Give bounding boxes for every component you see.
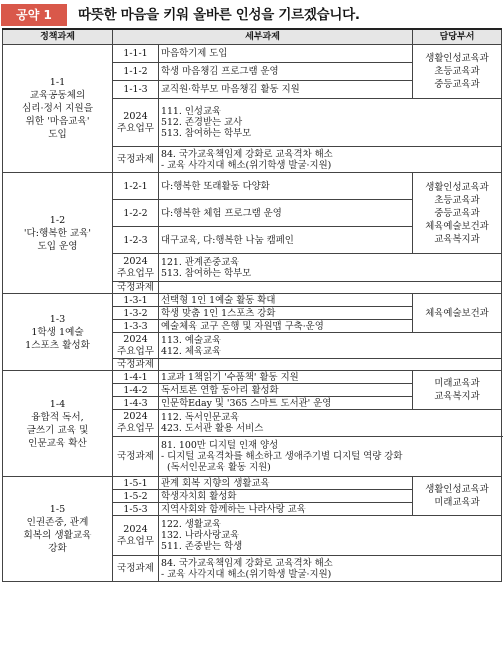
business-label: 2024 주요업무 bbox=[113, 333, 159, 359]
pledge-badge: 공약 1 bbox=[1, 4, 67, 26]
dept-cell: 생활인성교육과 초등교육과 중등교육과 체육예술보건과 교육복지과 bbox=[413, 173, 502, 254]
national-cell bbox=[159, 282, 502, 294]
business-cell: 121. 관계존중교육 513. 참여하는 학부모 bbox=[159, 254, 502, 282]
business-cell: 111. 인성교육 512. 존경받는 교사 513. 참여하는 학부모 bbox=[159, 99, 502, 147]
national-label: 국정과제 bbox=[113, 147, 159, 173]
task-code: 1-3-3 bbox=[113, 320, 159, 333]
task-code: 1-5-3 bbox=[113, 503, 159, 516]
task-code: 1-2-1 bbox=[113, 173, 159, 200]
table-row bbox=[3, 294, 502, 307]
task-text: 교직원·학부모 마음챙김 활동 지원 bbox=[159, 81, 413, 99]
business-cell: 113. 예술교육 412. 체육교육 bbox=[159, 333, 502, 359]
task-text: 마음학기제 도입 bbox=[159, 45, 413, 63]
header-policy: 정책과제 bbox=[3, 29, 113, 45]
business-label: 2024 주요업무 bbox=[113, 410, 159, 437]
policy-table bbox=[2, 28, 502, 582]
national-label: 국정과제 bbox=[113, 282, 159, 294]
task-code: 1-2-2 bbox=[113, 200, 159, 227]
task-text: 관계 회복 지향의 생활교육 bbox=[159, 477, 413, 490]
table-header-row bbox=[3, 29, 502, 45]
dept-cell: 생활인성교육과 초등교육과 중등교육과 bbox=[413, 45, 502, 99]
dept-cell: 생활인성교육과 미래교육과 bbox=[413, 477, 502, 516]
task-code: 1-4-3 bbox=[113, 397, 159, 410]
policy-cell: 1-1 교육공동체의 심리·정서 지원을 위한 '마음교육' 도입 bbox=[3, 45, 113, 173]
header-detail: 세부과제 bbox=[113, 29, 413, 45]
task-text: 선택형 1인 1예술 활동 확대 bbox=[159, 294, 413, 307]
task-code: 1-5-2 bbox=[113, 490, 159, 503]
task-text: 학생자치회 활성화 bbox=[159, 490, 413, 503]
task-code: 1-5-1 bbox=[113, 477, 159, 490]
business-label: 2024 주요업무 bbox=[113, 516, 159, 556]
business-label: 2024 주요업무 bbox=[113, 254, 159, 282]
business-cell: 122. 생활교육 132. 나라사랑교육 511. 존중받는 학생 bbox=[159, 516, 502, 556]
header bbox=[0, 0, 503, 28]
business-cell: 112. 독서인문교육 423. 도서관 활용 서비스 bbox=[159, 410, 502, 437]
policy-cell: 1-4 융합적 독서, 글쓰기 교육 및 인문교육 확산 bbox=[3, 371, 113, 477]
national-label: 국정과제 bbox=[113, 556, 159, 582]
business-label: 2024 주요업무 bbox=[113, 99, 159, 147]
task-text: 학생 마음챙김 프로그램 운영 bbox=[159, 63, 413, 81]
task-text: 다:행복한 또래활동 다양화 bbox=[159, 173, 413, 200]
task-text: 학생 맞춤 1인 1스포츠 강화 bbox=[159, 307, 413, 320]
task-code: 1-3-2 bbox=[113, 307, 159, 320]
task-text: 인문학Eday 및 '365 스마트 도서관' 운영 bbox=[159, 397, 413, 410]
task-text: 1교과 1책읽기 '수품책' 활동 지원 bbox=[159, 371, 413, 384]
policy-cell: 1-5 인권존중, 관계 회복의 생활교육 강화 bbox=[3, 477, 113, 582]
task-code: 1-2-3 bbox=[113, 227, 159, 254]
page-title: 따뜻한 마음을 키워 올바른 인성을 기르겠습니다. bbox=[78, 7, 360, 23]
dept-cell: 미래교육과 교육복지과 bbox=[413, 371, 502, 410]
policy-cell: 1-2 '다:행복한 교육' 도입 운영 bbox=[3, 173, 113, 294]
task-code: 1-4-1 bbox=[113, 371, 159, 384]
policy-cell: 1-3 1학생 1예술 1스포츠 활성화 bbox=[3, 294, 113, 371]
task-code: 1-3-1 bbox=[113, 294, 159, 307]
header-dept: 담당부서 bbox=[413, 29, 502, 45]
task-code: 1-1-1 bbox=[113, 45, 159, 63]
task-code: 1-1-3 bbox=[113, 81, 159, 99]
national-label: 국정과제 bbox=[113, 437, 159, 477]
national-label: 국정과제 bbox=[113, 359, 159, 371]
task-text: 대구교육, 다:행복한 나눔 캠페인 bbox=[159, 227, 413, 254]
table-row bbox=[3, 45, 502, 63]
national-cell bbox=[159, 359, 502, 371]
national-cell: 84. 국가교육책임제 강화로 교육격차 해소 - 교육 사각지대 해소(위기학생 발굴·지원) bbox=[159, 556, 502, 582]
task-code: 1-4-2 bbox=[113, 384, 159, 397]
task-text: 예술체육 교구 은행 및 자원맵 구축·운영 bbox=[159, 320, 413, 333]
table-row bbox=[3, 173, 502, 200]
national-cell: 81. 100만 디지털 인재 양성 - 디지털 교육격차를 해소하고 생애주기별 디지털 역량 강화 (독서인문교육 활동 지원) bbox=[159, 437, 502, 477]
task-text: 지역사회와 함께하는 나라사랑 교육 bbox=[159, 503, 413, 516]
task-code: 1-1-2 bbox=[113, 63, 159, 81]
national-cell: 84. 국가교육책임제 강화로 교육격차 해소 - 교육 사각지대 해소(위기학생 발굴·지원) bbox=[159, 147, 502, 173]
task-text: 다:행복한 체험 프로그램 운영 bbox=[159, 200, 413, 227]
dept-cell: 체육예술보건과 bbox=[413, 294, 502, 333]
task-text: 독서토론 연합 동아리 활성화 bbox=[159, 384, 413, 397]
table-row bbox=[3, 477, 502, 490]
table-row bbox=[3, 371, 502, 384]
